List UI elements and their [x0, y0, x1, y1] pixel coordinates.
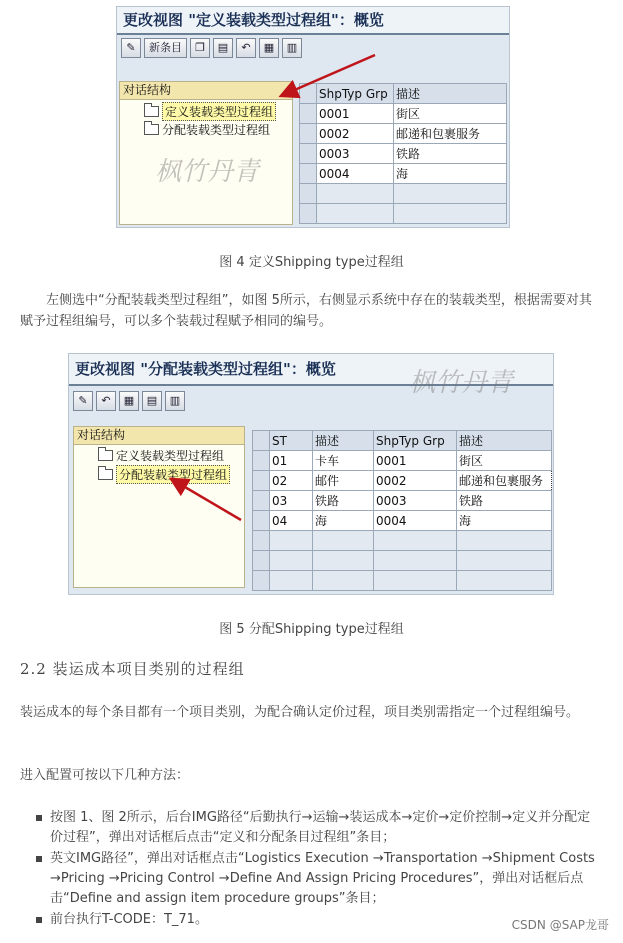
- grp-desc-cell[interactable]: 铁路: [457, 491, 552, 511]
- grp-cell[interactable]: 0002: [374, 471, 457, 491]
- red-arrow-icon: [69, 354, 553, 594]
- deselect-icon[interactable]: ▥: [282, 38, 302, 58]
- desc-cell[interactable]: 邮件: [313, 471, 374, 491]
- grp-desc-cell[interactable]: 街区: [457, 451, 552, 471]
- undo-icon[interactable]: ↶: [96, 391, 116, 411]
- column-header-grp-desc[interactable]: 描述: [457, 431, 552, 451]
- change-display-icon[interactable]: ✎: [73, 391, 93, 411]
- paragraph-2-text: 装运成本的每个条目都有一个项目类别，为配合确认定价过程，项目类别需指定一个过程组编号。: [20, 705, 580, 720]
- desc-cell[interactable]: 铁路: [394, 144, 507, 164]
- fig4-caption: 图 4 定义Shipping type过程组: [219, 255, 404, 270]
- column-header-grp[interactable]: ShpTyp Grp: [374, 431, 457, 451]
- fig5-tree-header: 对话结构: [74, 427, 244, 445]
- grp-cell[interactable]: 0004: [317, 164, 394, 184]
- fig5-watermark: 枫竹丹青: [409, 368, 514, 398]
- figure-5-screenshot: [68, 353, 554, 595]
- select-all-icon[interactable]: ▦: [119, 391, 139, 411]
- paragraph-1-text: 左侧选中“分配装载类型过程组”，如图 5所示，右侧显示系统中存在的装载类型，根据需要对其赋予过程组编号，可以多个装载过程赋予相同的编号。: [20, 293, 592, 329]
- section-heading: 2.2 装运成本项目类别的过程组: [20, 660, 245, 678]
- new-entries-button[interactable]: 新条目: [144, 38, 187, 58]
- grp-cell[interactable]: 0001: [317, 104, 394, 124]
- paragraph-1: [20, 290, 602, 332]
- fig5-caption: 图 5 分配Shipping type过程组: [219, 622, 404, 637]
- st-cell[interactable]: 03: [270, 491, 313, 511]
- tree-item-label: 分配装载类型过程组: [162, 123, 271, 137]
- delete-icon[interactable]: ▤: [213, 38, 233, 58]
- column-header-desc[interactable]: 描述: [394, 84, 507, 104]
- fig4-watermark: 枫竹丹青: [155, 157, 260, 187]
- tree-item-label: 定义装载类型过程组: [162, 102, 276, 121]
- st-cell[interactable]: 01: [270, 451, 313, 471]
- change-display-icon[interactable]: ✎: [121, 38, 141, 58]
- tree-item-label: 定义装载类型过程组: [116, 449, 225, 463]
- column-header-desc[interactable]: 描述: [313, 431, 374, 451]
- select-all-icon[interactable]: ▦: [259, 38, 279, 58]
- fig5-title: 更改视图 "分配装载类型过程组"：概览: [69, 354, 553, 386]
- desc-cell[interactable]: 铁路: [313, 491, 374, 511]
- paragraph-3-text: 进入配置可按以下几种方法：: [20, 768, 190, 783]
- grp-cell[interactable]: 0001: [374, 451, 457, 471]
- fig4-title: 更改视图 "定义装载类型过程组"：概览: [117, 7, 509, 35]
- paragraph-2: [20, 702, 602, 723]
- desc-cell[interactable]: 卡车: [313, 451, 374, 471]
- fig4-tree-header: 对话结构: [120, 82, 292, 100]
- list-item: 前台执行T-CODE：T_71。: [36, 910, 602, 930]
- list-item: 按图 1、图 2所示，后台IMG路径“后勤执行→运输→装运成本→定价→定价控制→定义并分配定价过程”，弹出对话框后点击“定义和分配条目过程组”条目；: [36, 808, 602, 848]
- desc-cell[interactable]: 海: [313, 511, 374, 531]
- tree-item-label: 分配装载类型过程组: [116, 465, 230, 484]
- figure-4-screenshot: [116, 6, 510, 228]
- list-item: 英文IMG路径”，弹出对话框点击“Logistics Execution →Transportation →Shipment Costs →Pricing →Pricing Control →Define And Assign Pricing Procedures”，弹出对话框后点击“Define and assign item procedure groups”条目；: [36, 849, 602, 909]
- grp-cell[interactable]: 0003: [374, 491, 457, 511]
- st-cell[interactable]: 04: [270, 511, 313, 531]
- method-list: [36, 808, 602, 931]
- column-header-st[interactable]: ST: [270, 431, 313, 451]
- select-block-icon[interactable]: ▤: [142, 391, 162, 411]
- desc-cell[interactable]: 海: [394, 164, 507, 184]
- desc-cell[interactable]: 街区: [394, 104, 507, 124]
- grp-desc-cell[interactable]: 海: [457, 511, 552, 531]
- grp-cell[interactable]: 0003: [317, 144, 394, 164]
- grp-cell[interactable]: 0004: [374, 511, 457, 531]
- footer-credit: CSDN @SAP龙哥: [511, 918, 609, 932]
- column-header-grp[interactable]: ShpTyp Grp: [317, 84, 394, 104]
- grp-desc-cell[interactable]: 邮递和包裹服务: [457, 471, 552, 491]
- red-arrow-icon: [117, 7, 509, 227]
- deselect-icon[interactable]: ▥: [165, 391, 185, 411]
- st-cell[interactable]: 02: [270, 471, 313, 491]
- paragraph-3: [20, 765, 602, 786]
- grp-cell[interactable]: 0002: [317, 124, 394, 144]
- copy-icon[interactable]: ❐: [190, 38, 210, 58]
- undo-icon[interactable]: ↶: [236, 38, 256, 58]
- desc-cell[interactable]: 邮递和包裹服务: [394, 124, 507, 144]
